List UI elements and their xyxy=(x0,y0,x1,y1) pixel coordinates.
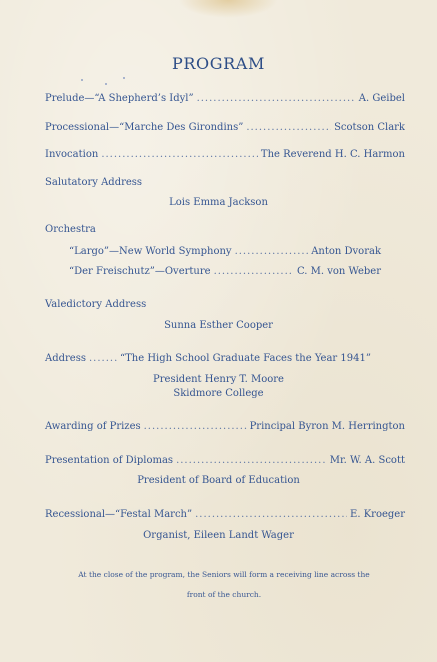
address-line xyxy=(45,352,405,366)
paper-stain xyxy=(178,0,278,18)
address-label: Address xyxy=(45,353,86,364)
processional-label: Processional—“Marche Des Girondins” xyxy=(45,122,244,133)
piece-title: “Der Freischutz”—Overture xyxy=(69,266,211,277)
address-subject: “The High School Graduate Faces the Year 1941” xyxy=(120,353,371,364)
leader-dots xyxy=(176,454,327,468)
piece-composer: Anton Dvorak xyxy=(311,246,381,257)
valedictory-speaker: Sunna Esther Cooper xyxy=(164,320,273,331)
invocation-label: Invocation xyxy=(45,149,99,160)
diplomas-presenter-title: President of Board of Education xyxy=(137,475,300,486)
leader-dots xyxy=(235,245,309,259)
piece-composer: C. M. von Weber xyxy=(296,266,381,277)
diplomas-presenter: Mr. W. A. Scott xyxy=(329,455,405,466)
prelude-label: Prelude—“A Shepherd’s Idyl” xyxy=(45,93,194,104)
paper-specks xyxy=(76,70,136,90)
program-title: PROGRAM xyxy=(172,54,265,73)
leader-dots xyxy=(246,121,331,135)
recessional-line xyxy=(45,508,405,522)
closing-note-line-2: front of the church. xyxy=(186,590,262,599)
leader-dots xyxy=(195,508,347,522)
orchestra-piece-2 xyxy=(69,265,381,279)
closing-note-line-1: At the close of the program, the Seniors will form a receiving line across the xyxy=(78,570,370,579)
prelude-line xyxy=(45,92,405,106)
recessional-organist: Organist, Eileen Landt Wager xyxy=(143,530,294,541)
salutatory-speaker: Lois Emma Jackson xyxy=(169,197,268,208)
orchestra-piece-1 xyxy=(69,245,381,259)
valedictory-label: Valedictory Address xyxy=(45,299,147,310)
leader-dots xyxy=(89,352,117,366)
processional-line xyxy=(45,121,405,135)
closing-note xyxy=(40,565,408,605)
leader-dots xyxy=(197,92,356,106)
invocation-line xyxy=(45,148,405,162)
prizes-presenter: Principal Byron M. Herrington xyxy=(249,421,405,432)
piece-title: “Largo”—New World Symphony xyxy=(69,246,232,257)
recessional-label: Recessional—“Festal March” xyxy=(45,509,193,520)
prelude-performer: A. Geibel xyxy=(358,93,405,104)
address-institution: Skidmore College xyxy=(173,388,264,399)
invocation-performer: The Reverend H. C. Harmon xyxy=(260,149,405,160)
orchestra-label: Orchestra xyxy=(45,224,96,235)
prizes-label: Awarding of Prizes xyxy=(45,421,141,432)
leader-dots xyxy=(214,265,294,279)
leader-dots xyxy=(101,148,258,162)
leader-dots xyxy=(144,420,247,434)
diplomas-label: Presentation of Diplomas xyxy=(45,455,174,466)
address-speaker: President Henry T. Moore xyxy=(153,374,284,385)
diplomas-line xyxy=(45,454,405,468)
recessional-composer: E. Kroeger xyxy=(350,509,405,520)
prizes-line xyxy=(45,420,405,434)
salutatory-label: Salutatory Address xyxy=(45,177,143,188)
processional-performer: Scotson Clark xyxy=(334,122,405,133)
